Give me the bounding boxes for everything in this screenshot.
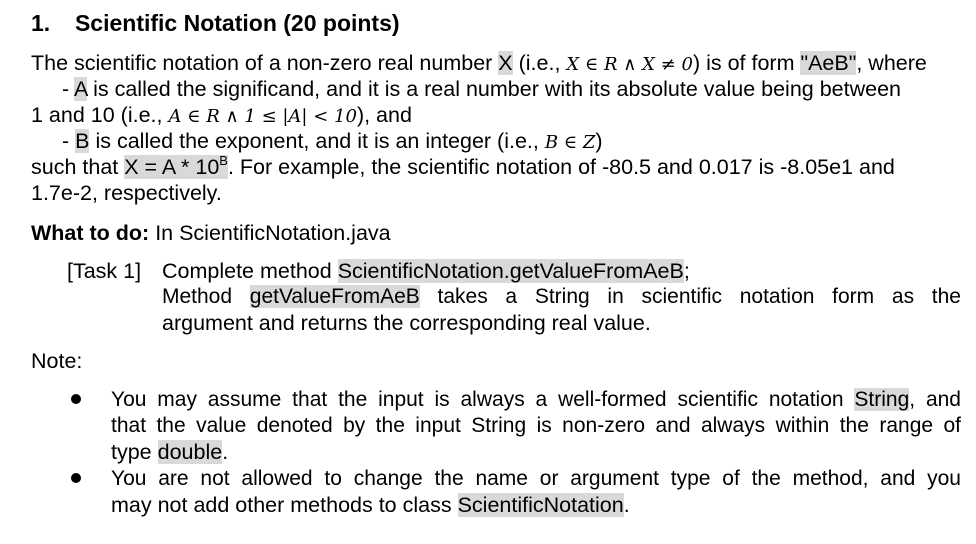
highlight-a: A (73, 77, 88, 101)
highlight-form: "AeB" (800, 51, 857, 75)
task-line-1 (162, 258, 690, 284)
formula-exponent: B (219, 152, 228, 168)
justified (111, 413, 961, 439)
text: 1.7e-2, respectively. (31, 181, 222, 205)
text: that the value denoted by the input String is non-zero and always within the range of (111, 414, 961, 437)
highlight-b: B (75, 129, 90, 153)
note-bullet-1-line-3 (111, 439, 228, 465)
text: You are not allowed to change the name or argument type of the method, and you (111, 467, 961, 490)
note-bullet-2-line-1 (111, 466, 961, 492)
task-line-2 (162, 284, 961, 310)
text: is called the exponent, and it is an integer (i.e., (89, 129, 545, 153)
text: . (623, 493, 630, 517)
formula-text: X = A * 10 (124, 155, 220, 179)
text: ; (683, 259, 690, 283)
highlight-x: X (498, 51, 513, 75)
note-bullet-1-line-2 (111, 413, 961, 439)
note-label (31, 348, 82, 374)
text: 1 and 10 (i.e., (31, 103, 169, 127)
highlight-method-name: getValueFromAeB (249, 285, 420, 308)
justified (111, 387, 961, 413)
justified (111, 466, 961, 492)
intro-line-2 (62, 76, 901, 102)
text: takes a String in scientific notation form as the (419, 285, 961, 308)
task-label (67, 258, 141, 284)
text: The scientific notation of a non-zero real number (31, 51, 499, 75)
text: may not add other methods to class (111, 493, 458, 517)
bullet-icon (71, 473, 81, 483)
text: , and (909, 388, 961, 411)
text: ) (595, 129, 603, 153)
note-bullet-1-line-1 (111, 387, 961, 413)
text: argument and returns the corresponding real value. (162, 311, 651, 335)
what-to-do (31, 220, 391, 246)
task-label-text: [Task 1] (67, 259, 142, 283)
math-b-integer: B ∈ Z (544, 132, 596, 153)
highlight-class: ScientificNotation (457, 493, 624, 517)
math-x-nonzero: X ∈ R ∧ X ≠ 0 (566, 54, 693, 75)
intro-line-5 (31, 154, 895, 180)
text: ), and (356, 103, 412, 127)
highlight-method: ScientificNotation.getValueFromAeB (337, 259, 684, 283)
note-bullet-2-line-2 (111, 492, 630, 518)
text: - (62, 129, 76, 153)
text: . For example, the scientific notation of -80.5 and 0.017 is -8.05e1 and (227, 155, 895, 179)
what-to-do-text: In ScientificNotation.java (149, 221, 391, 245)
text: Complete method (162, 259, 338, 283)
text: . (222, 440, 229, 464)
section-heading (31, 10, 400, 36)
intro-line-6 (31, 180, 222, 206)
text: , where (856, 51, 927, 75)
what-to-do-label: What to do: (31, 221, 150, 245)
task-line-2-justified (162, 284, 961, 310)
intro-line-4 (62, 128, 603, 156)
section-title: Scientific Notation (20 points) (74, 10, 400, 36)
text: ) is of form (692, 51, 801, 75)
bullet-icon (71, 394, 81, 404)
text: such that (31, 155, 125, 179)
highlight-string: String (854, 388, 910, 411)
highlight-formula (124, 152, 228, 179)
math-a-range: A ∈ R ∧ 1 ≤ |A| < 10 (168, 106, 357, 127)
text: Method (162, 285, 250, 308)
text: - (62, 77, 74, 101)
text: type (111, 440, 158, 464)
section-number: 1. (31, 10, 51, 36)
text: You may assume that the input is always a well-formed scientific notation (111, 388, 855, 411)
task-line-3 (162, 310, 651, 336)
intro-line-3 (31, 102, 412, 130)
highlight-double: double (157, 440, 223, 464)
intro-line-1 (31, 50, 927, 78)
note-label-text: Note: (31, 349, 83, 373)
text: is called the significand, and it is a real number with its absolute value being between (87, 77, 902, 101)
text: (i.e., (512, 51, 567, 75)
